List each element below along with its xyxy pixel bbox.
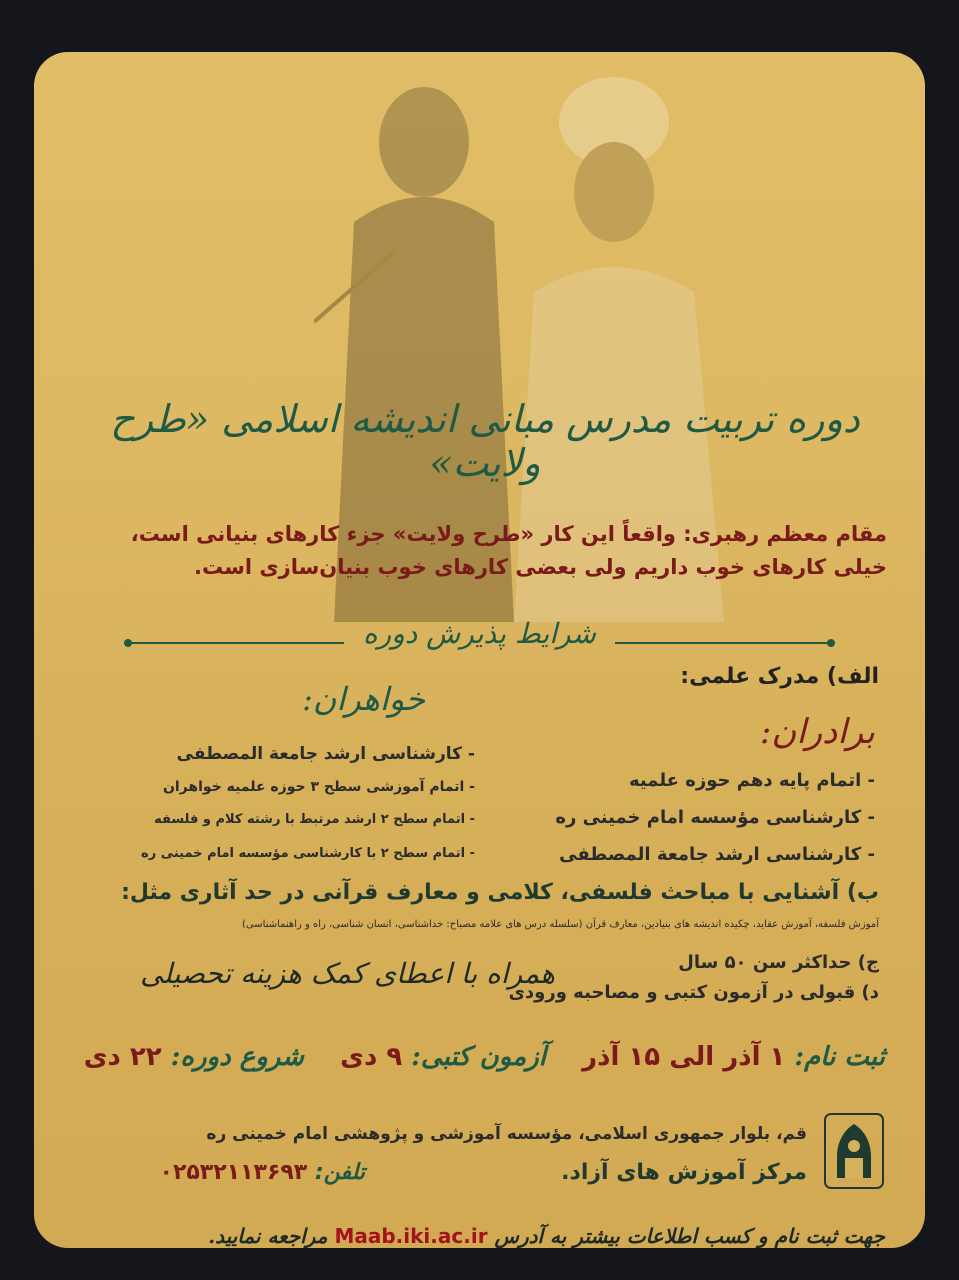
registration-label: ثبت نام:: [794, 1042, 885, 1072]
brothers-heading: برادران:: [759, 712, 875, 752]
registration-dates: ۱ آذر الی ۱۵ آذر: [582, 1042, 786, 1072]
divider-left: [124, 642, 344, 644]
registration-text-end: مراجعه نمایید.: [208, 1224, 328, 1248]
poster-card: [34, 52, 925, 1248]
institute-emblem-icon: [823, 1112, 885, 1190]
brothers-item: - اتمام پایه دهم حوزه علمیه: [629, 770, 875, 791]
phone-contact: [160, 1160, 365, 1185]
registration-text: جهت ثبت نام و کسب اطلاعات بیشتر به آدرس: [494, 1224, 885, 1248]
sisters-item: - اتمام آموزشی سطح ۳ حوزه علمیه خواهران: [162, 779, 475, 795]
brothers-item: - کارشناسی ارشد جامعة المصطفی: [559, 844, 875, 865]
sisters-item: - اتمام سطح ۲ ارشد مرتبط با رشته کلام و فلسفه: [154, 812, 475, 827]
sisters-item: - کارشناسی ارشد جامعة المصطفی: [176, 744, 475, 764]
center-name: مرکز آموزش های آزاد.: [561, 1160, 807, 1185]
exam-label: آزمون کتبی:: [411, 1042, 546, 1072]
address-line: قم، بلوار جمهوری اسلامی، مؤسسه آموزشی و پژوهشی امام خمینی ره: [206, 1124, 807, 1144]
admission-conditions-heading: شرایط پذیرش دوره: [363, 617, 596, 650]
sisters-item: - اتمام سطح ۲ با کارشناسی مؤسسه امام خمینی ره: [141, 846, 475, 861]
leader-quote-line-1: مقام معظم رهبری: واقعاً این کار «طرح ولایت» جزء کارهای بنیانی است،: [130, 522, 887, 546]
section-d-entrance-exam: د) قبولی در آزمون کتبی و مصاحبه ورودی: [508, 982, 879, 1003]
brothers-item: - کارشناسی مؤسسه امام خمینی ره: [555, 807, 875, 828]
stipend-note: همراه با اعطای کمک هزینه تحصیلی: [140, 957, 555, 990]
leader-quote-line-2: خیلی کارهای خوب داریم ولی بعضی کارهای خوب بنیان‌سازی است.: [194, 555, 887, 579]
registration-url-link[interactable]: Maab.iki.ac.ir: [334, 1224, 488, 1248]
registration-info: [65, 1224, 885, 1248]
sisters-heading: خواهران:: [302, 680, 425, 718]
section-b-books: آموزش فلسفه، آموزش عقاید، چکیده اندیشه های بنیادین، معارف قرآن (سلسله درس های علامه مصباح: خداشناسی، انسان شناسی، راه و راهنماشناسی): [242, 919, 879, 930]
course-start-date: ۲۲ دی: [83, 1042, 162, 1072]
exam-date: ۹ دی: [340, 1042, 403, 1072]
section-a-degree: الف) مدرک علمی:: [680, 664, 879, 689]
course-title: دوره تربیت مدرس مبانی اندیشه اسلامی «طرح ولایت»: [110, 397, 860, 485]
course-start-label: شروع دوره:: [170, 1042, 304, 1072]
important-dates: [65, 1042, 885, 1072]
phone-label: تلفن:: [314, 1160, 365, 1185]
section-c-age-limit: ج) حداکثر سن ۵۰ سال: [678, 952, 879, 973]
section-b-knowledge: ب) آشنایی با مباحث فلسفی، کلامی و معارف قرآنی در حد آثاری مثل:: [121, 880, 879, 905]
phone-number[interactable]: ۰۲۵۳۲۱۱۳۶۹۳: [159, 1160, 308, 1185]
divider-right: [615, 642, 835, 644]
